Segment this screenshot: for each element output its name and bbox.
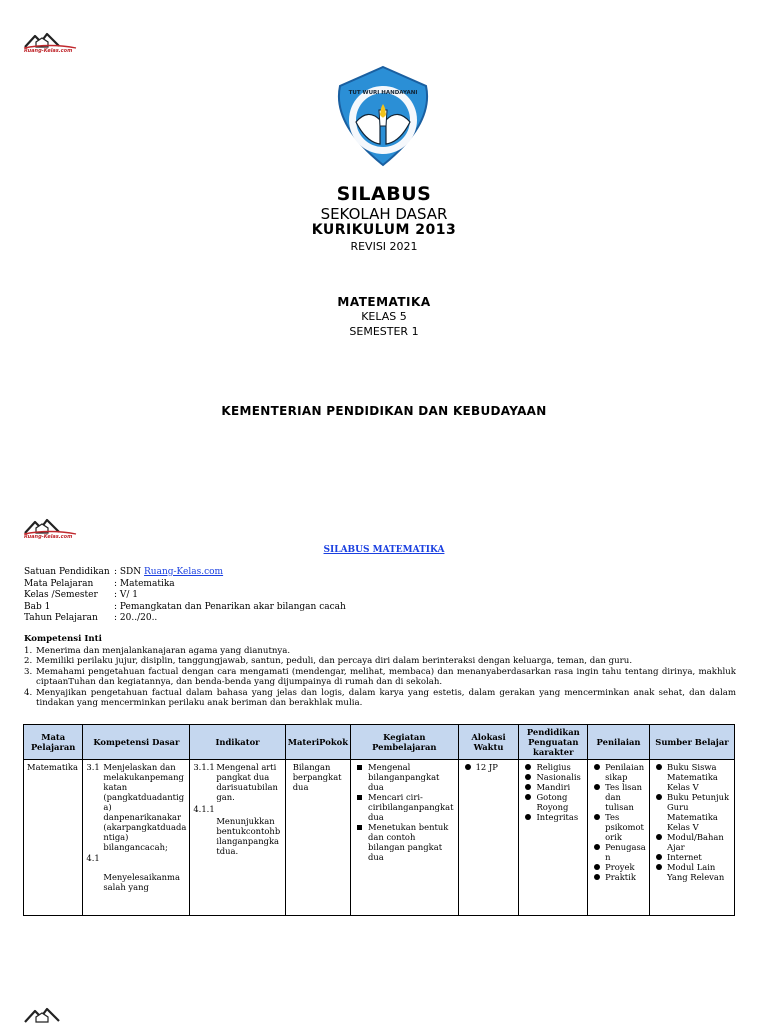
identity-row [24, 567, 346, 579]
item-number: 1. [24, 645, 33, 656]
header-kompetensi-dasar: Kompetensi Dasar [83, 725, 190, 760]
cell-alokasi [458, 760, 519, 916]
cover-title: SILABUS [336, 183, 432, 205]
list-item [24, 688, 736, 709]
indicator-number: 3.1.1 [193, 762, 215, 772]
penilaian-list [591, 762, 646, 882]
identity-block [24, 567, 346, 625]
identity-prefix: : SDN [114, 567, 145, 577]
header-penilaian: Penilaian [588, 725, 650, 760]
header-sumber: Sumber Belajar [649, 725, 734, 760]
list-item: Buku Petunjuk Guru Matematika Kelas V [653, 792, 731, 832]
mountain-house-icon [22, 1005, 78, 1024]
header-karakter: Pendidikan Penguatan karakter [519, 725, 588, 760]
cover-grade: KELAS 5 [361, 310, 407, 323]
tut-wuri-handayani-emblem [330, 64, 436, 168]
table-header-row [24, 725, 735, 760]
identity-row [24, 613, 346, 625]
identity-value: Matematika [119, 578, 175, 589]
list-item: Penugasa n [591, 842, 646, 862]
list-item: Nasionalis [522, 772, 584, 782]
identity-prefix: : [114, 590, 120, 600]
cell-kompetensi-dasar [83, 760, 190, 916]
list-item: Menetukan bentuk dan contoh bilangan pangkat dua [354, 822, 455, 862]
school-link[interactable]: Ruang-Kelas.com [144, 567, 224, 577]
header-mata-pelajaran: Mata Pelajaran [24, 725, 83, 760]
sumber-list [653, 762, 731, 882]
header-indikator: Indikator [190, 725, 285, 760]
indicator-text: Menunjukkan bentukcontohb ilanganpangka tdua. [216, 816, 281, 856]
item-text: Memiliki perilaku jujur, disiplin, tanggungjawab, santun, peduli, dan percaya diri dalam berinteraksi dengan keluarga, teman, dan guru. [36, 656, 633, 666]
identity-label: Mata Pelajaran [24, 578, 94, 589]
emblem-icon [330, 64, 436, 168]
ruang-kelas-logo-partial [22, 1005, 78, 1024]
identity-value: Pemangkatan dan Penarikan akar bilangan cacah [119, 601, 346, 612]
identity-label: Tahun Pelajaran [24, 613, 98, 623]
kompetensi-inti-list [24, 646, 736, 709]
cell-penilaian [588, 760, 650, 916]
kd-number: 4.1 [86, 853, 100, 863]
item-number: 3. [24, 666, 33, 677]
item-text: Menyajikan pengetahuan factual dalam bahasa yang jelas dan logis, dalam karya yang estetis, dalam gerakan yang mencerminkan anak sehat, dan dalam tindakan yang mencerminkan perilaku anak beriman dan berakhlak mulia. [36, 687, 736, 708]
cover-curriculum: KURIKULUM 2013 [311, 222, 457, 238]
identity-prefix: : [114, 613, 120, 623]
identity-label: Kelas /Semester [24, 590, 98, 600]
kd-text: Menjelaskan dan melakukanpemang katan (pangkatduadantig a) danpenarikanakar (akarpangkatduada ntiga) bilangancacah; [103, 762, 187, 852]
cover-revision: REVISI 2021 [350, 240, 418, 253]
kompetensi-inti [24, 634, 736, 709]
alokasi-list [462, 762, 516, 772]
indicator-number: 4.1.1 [193, 804, 215, 814]
cell-mata-pelajaran: Matematika [24, 760, 83, 916]
header-materi-pokok: MateriPokok [285, 725, 350, 760]
cover-school-level: SEKOLAH DASAR [320, 205, 448, 223]
indicator-text: Mengenal arti pangkat dua darisuatubilan gan. [216, 762, 278, 802]
item-number: 2. [24, 656, 33, 666]
list-item: Religius [522, 762, 584, 772]
kd-text: Menyelesaikanma salah yang [103, 872, 180, 892]
cell-indikator [190, 760, 285, 916]
identity-label: Satuan Pendidikan [24, 567, 110, 577]
cell-sumber [649, 760, 734, 916]
karakter-list [522, 762, 584, 822]
kegiatan-list [354, 762, 455, 862]
cover-semester: SEMESTER 1 [349, 325, 419, 338]
mountain-house-icon [22, 516, 78, 536]
mountain-house-icon [22, 30, 78, 50]
list-item: 12 JP [462, 762, 516, 772]
list-item: Proyek [591, 862, 646, 872]
cell-karakter [519, 760, 588, 916]
syllabus-table [23, 724, 735, 916]
table-row [24, 760, 735, 916]
logo-text: Ruang-Kelas.com [24, 48, 73, 54]
list-item: Penilaian sikap [591, 762, 646, 782]
ruang-kelas-logo [22, 516, 78, 542]
header-kegiatan: Kegiatan Pembelajaran [351, 725, 459, 760]
item-text: Menerima dan menjalankanajaran agama yang dianutnya. [36, 645, 291, 656]
cell-kegiatan [351, 760, 459, 916]
materi-text: Bilangan berpangkat dua [292, 762, 342, 792]
list-item [24, 667, 736, 688]
identity-row [24, 602, 346, 614]
list-item: Internet [653, 852, 731, 862]
header-alokasi: Alokasi Waktu [458, 725, 519, 760]
indicator-item [193, 762, 281, 802]
list-item: Modul Lain Yang Relevan [653, 862, 731, 882]
list-item: Mandiri [522, 782, 584, 792]
syllabus-title[interactable]: SILABUS MATEMATIKA [323, 545, 445, 555]
kd-item [86, 762, 186, 852]
emblem-motto: TUT WURI HANDAYANI [348, 90, 418, 96]
cover-subject: MATEMATIKA [337, 295, 431, 309]
list-item: Mencari ciri-ciribilanganpangkat dua [354, 792, 455, 822]
list-item [24, 646, 736, 657]
item-text: Memahami pengetahuan factual dengan cara mengamati (mendengar, melihat, membaca) dan menanyaberdasarkan rasa ingin tahu tentang dirinya, makhluk ciptaanTuhan dan kegiatannya, dan benda-benda yang dijumpainya di rumah dan di sekolah. [36, 666, 736, 687]
kompetensi-inti-heading: Kompetensi Inti [24, 634, 102, 644]
list-item: Mengenal bilanganpangkat dua [354, 762, 455, 792]
identity-prefix: : [114, 601, 120, 612]
ruang-kelas-logo [22, 30, 78, 56]
cell-materi-pokok [285, 760, 350, 916]
identity-value: V/ 1 [119, 590, 139, 600]
list-item: Integritas [522, 812, 584, 822]
identity-prefix: : [114, 578, 120, 589]
item-number: 4. [24, 687, 33, 698]
list-item: Tes lisan dan tulisan [591, 782, 646, 812]
list-item: Modul/Bahan Ajar [653, 832, 731, 852]
list-item: Buku Siswa Matematika Kelas V [653, 762, 731, 792]
identity-row [24, 579, 346, 591]
list-item [24, 656, 736, 667]
cover-ministry: KEMENTERIAN PENDIDIKAN DAN KEBUDAYAAN [221, 404, 547, 418]
logo-text: Ruang-Kelas.com [24, 534, 73, 540]
identity-label: Bab 1 [24, 601, 51, 612]
kd-number: 3.1 [86, 762, 100, 772]
list-item: Tes psikomot orik [591, 812, 646, 842]
list-item: Gotong Royong [522, 792, 584, 812]
list-item: Praktik [591, 872, 646, 882]
identity-value: 20../20.. [119, 613, 158, 623]
identity-row [24, 590, 346, 602]
